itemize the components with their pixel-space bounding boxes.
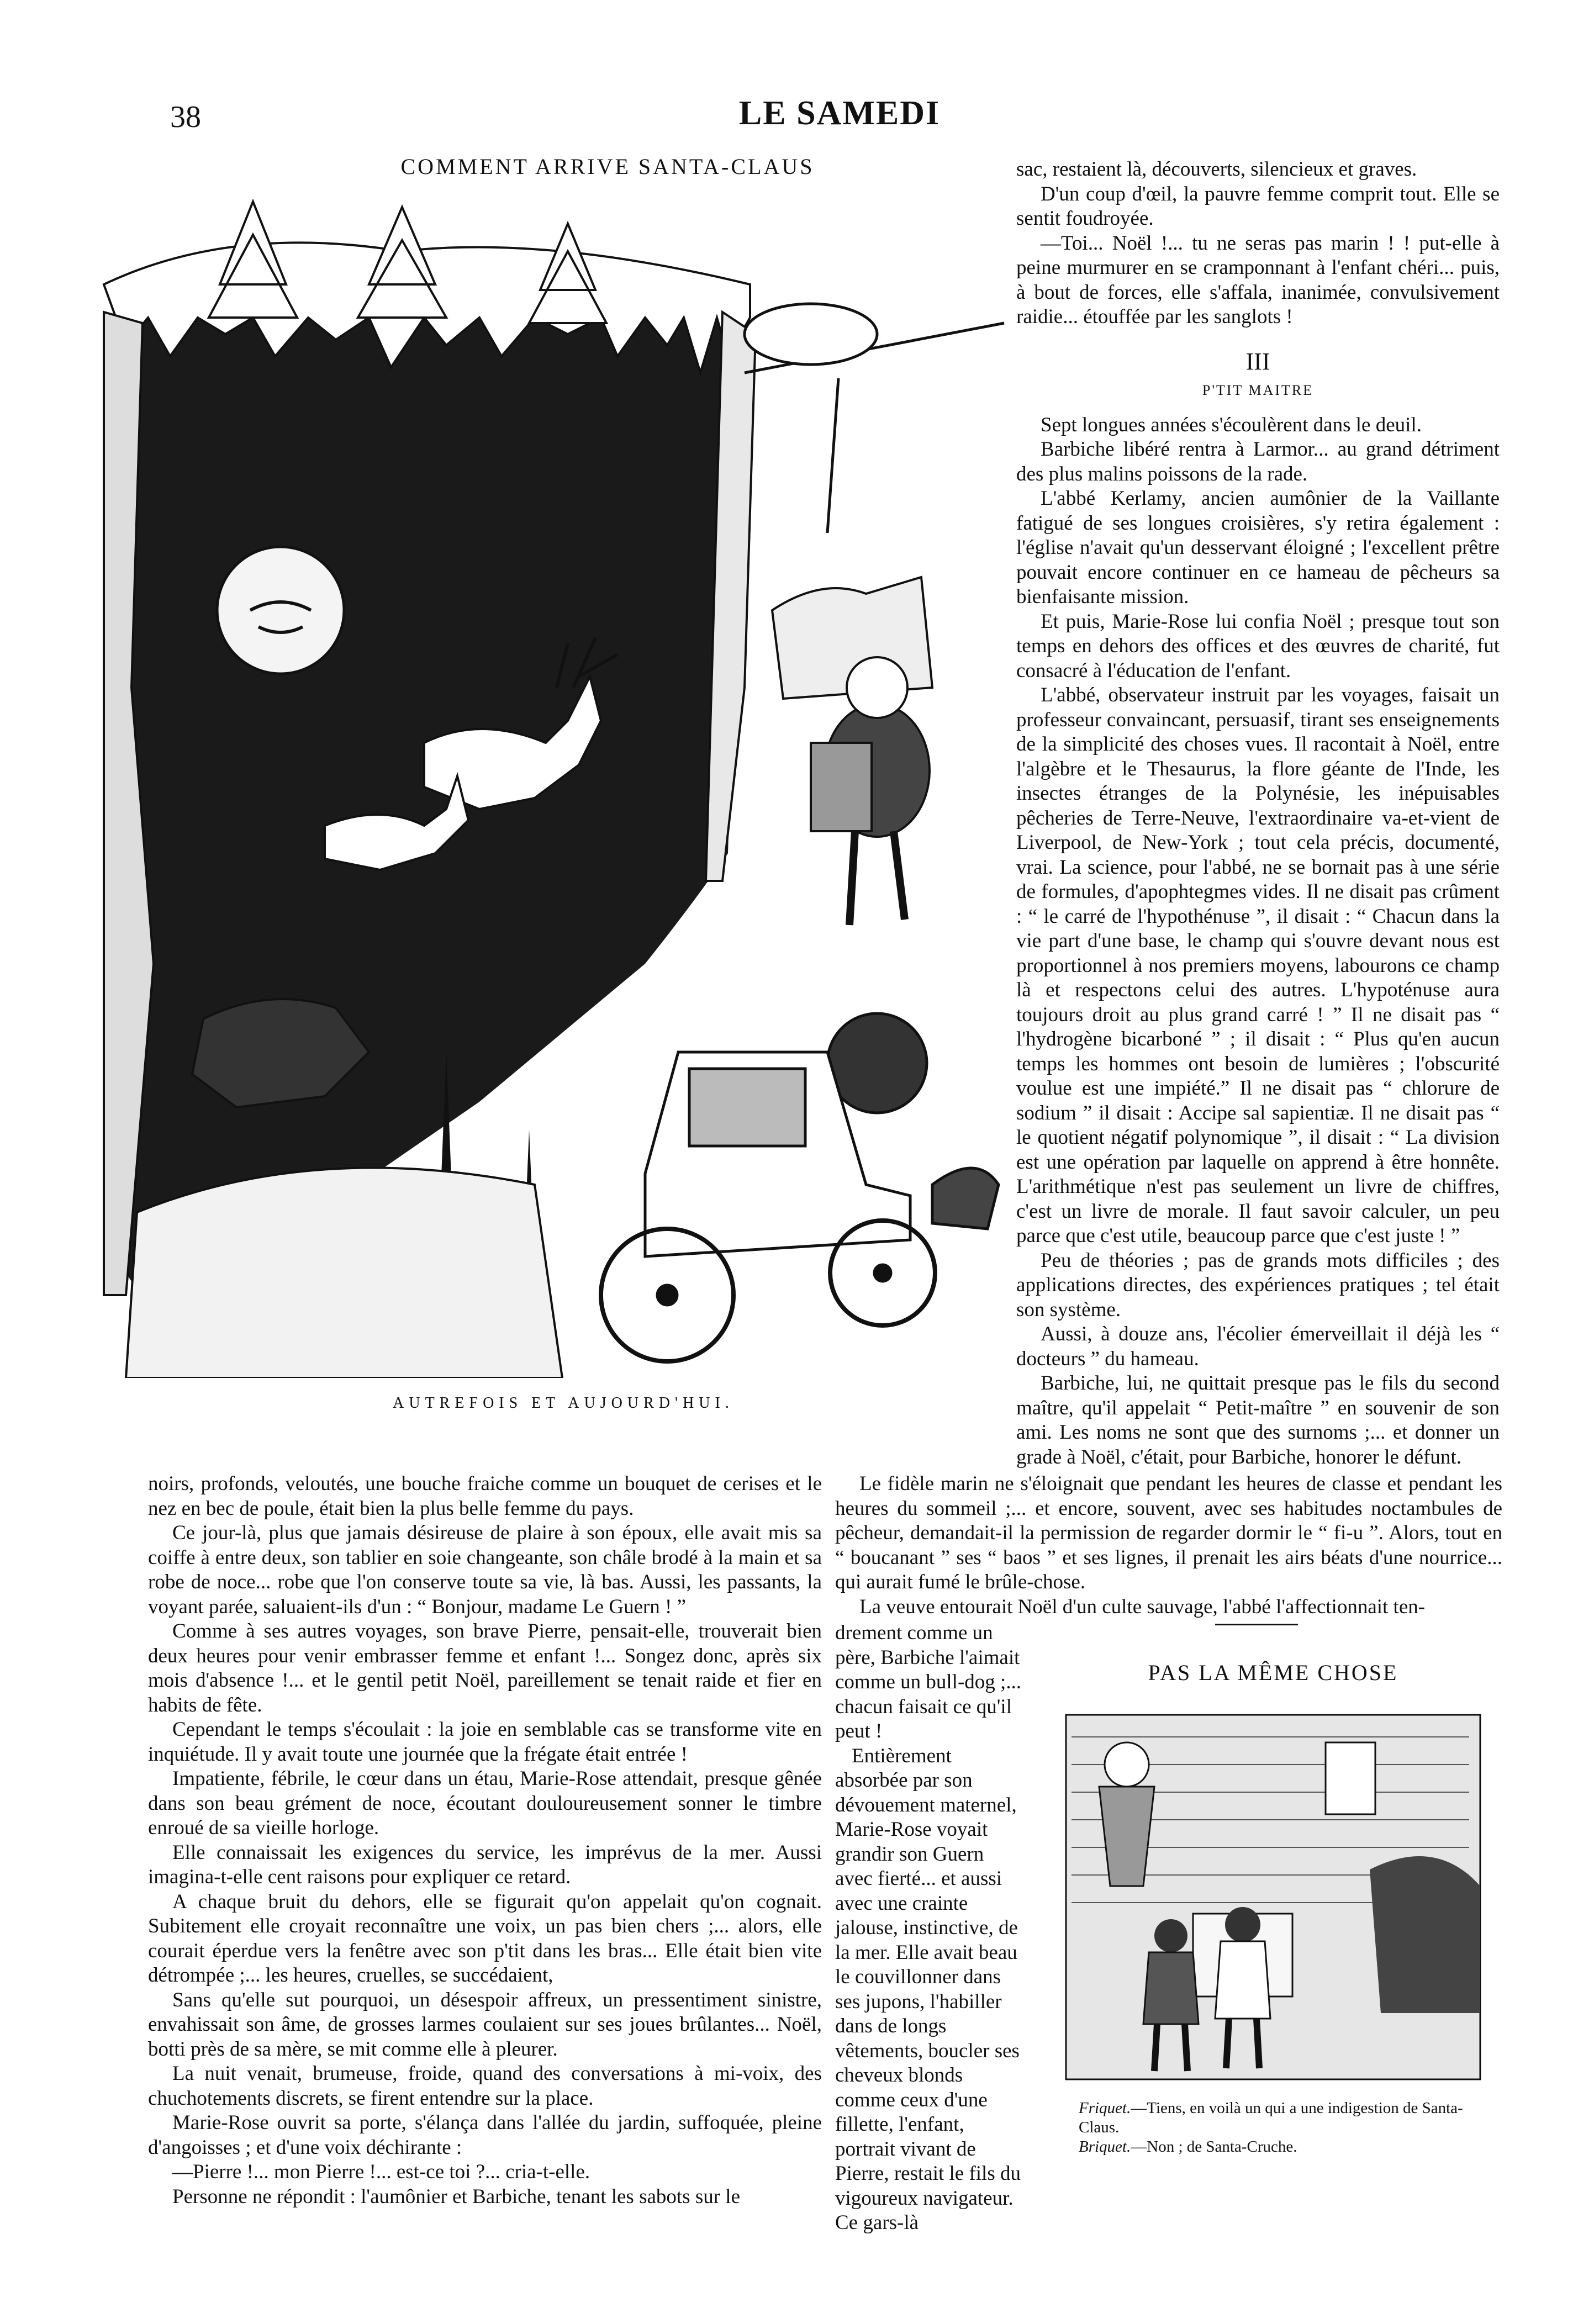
paragraph: L'abbé Kerlamy, ancien aumônier de la Vaillante fatigué de ses longues croisières, s'y retira également : l'église n'avait qu'un desservant éloigné ; l'excellent prêtre pouvait encore continuer en ce hameau de pêcheurs sa bienfaisante mission.: [1016, 487, 1500, 608]
section-title: P'TIT MAITRE: [1202, 382, 1314, 398]
santa-claus-illustration: [93, 191, 1007, 1378]
article-column-right: [1016, 157, 1500, 1470]
tree-pile: [1370, 1856, 1480, 2013]
dialogue-line: —Non ; de Santa-Cruche.: [1131, 2138, 1297, 2156]
paragraph: Sept longues années s'écoulèrent dans le deuil.: [1041, 413, 1422, 436]
window-sign: [1326, 1742, 1375, 1814]
paragraph: —Toi... Noël !... tu ne seras pas marin ! ! put-elle à peine murmurer en se cramponnant à l'enfant chéri... puis, à bout de forces, elle s'affala, inanimée, convulsivement raidie... étouffée par les sanglots !: [1016, 231, 1500, 328]
paragraph: Comme à ses autres voyages, son brave Pierre, pensait-elle, trouverait bien deux heures pour venir embrasser femme et enfant !... Songez donc, après six mois d'absence !... et le gentil petit Noël, pareillement se tenait raide et fier en habits de fête.: [148, 1620, 822, 1716]
section-number: III: [1245, 347, 1270, 375]
paragraph: noirs, profonds, veloutés, une bouche fraiche comme un bouquet de cerises et le nez en bec de poule, était bien la plus belle femme du pays.: [148, 1472, 822, 1520]
paragraph: Marie-Rose ouvrit sa porte, s'élança dans l'allée du jardin, suffoquée, pleine d'angoisses ; et d'une voix déchirante :: [148, 2111, 822, 2159]
paragraph: Elle connaissait les exigences du service, les imprévus de la mer. Aussi imagina-t-elle cent raisons pour expliquer ce retard.: [148, 1841, 822, 1888]
paragraph: Personne ne répondit : l'aumônier et Barbiche, tenant les sabots sur le: [172, 2185, 740, 2208]
paragraph: Barbiche, lui, ne quittait presque pas le fils du second maître, qu'il appelait “ Petit-maître ” en souvenir de son ami. Les noms ne sont que des surnoms ;... et donner un grade à Noël, c'était, pour Barbiche, honorer le défunt.: [1016, 1372, 1500, 1469]
paragraph: Le fidèle marin ne s'éloignait que pendant les heures de classe et pendant les heures du sommeil ;... et encore, souvent, avec ses habitudes noctambules de pêcheur, demandait-il la permission de regarder dormir le “ fi-u ”. Alors, tout en “ boucanant ” ses “ baos ” et ses lignes, il prenait les airs béats d'une nourrice... qui aurait fumé le brûle-chose.: [835, 1472, 1502, 1593]
dialogue-line: —Tiens, en voilà un qui a une indigestion de Santa-Claus.: [1079, 2099, 1463, 2136]
paragraph: Barbiche libéré rentra à Larmor... au grand détriment des plus malins poissons de la rade.: [1016, 438, 1500, 485]
paragraph: A chaque bruit du dehors, elle se figurait qu'on appelait qu'on cognait. Subitement elle croyait reconnaître une voix, un pas bien chers ;... alors, elle courait éperdue vers la fenêtre avec son p'tit dans les bras... Elle était bien vite détrompée ;... les heures, cruelles, se succédaient,: [148, 1890, 822, 1987]
masthead: LE SAMEDI: [738, 94, 941, 132]
paragraph: Ce jour-là, plus que jamais désireuse de plaire à son époux, elle avait mis sa coiffe à entre deux, son tablier en soie changeante, son châle brodé à la main et sa robe de noce... robe que l'on conserve toute sa vie, là bas. Aussi, les passants, la voyant parée, saluaient-ils d'un : “ Bonjour, madame Le Guern ! ”: [148, 1522, 822, 1618]
cartoon-caption: [1063, 2099, 1500, 2157]
paragraph: L'abbé, observateur instruit par les voyages, faisait un professeur convaincant, persuasif, tirant ses enseignements de la simplicité des choses vues. Il racontait à Noël, entre l'algèbre et le Thesaurus, la flore géante de l'Inde, les insectes étranges de la Polynésie, les inépuisables pêcheries de Terre-Neuve, l'extraordinaire va-et-vient de Liverpool, de New-York ; tout cela précis, documenté, vrai. La science, pour l'abbé, ne se bornait pas à une série de formules, d'apophtegmes vides. Il ne disait pas crûment : “ le carré de l'hypothénuse ”, il disait : “ Chacun dans la vie part d'une base, le champ qui s'ouvre devant nous est proportionnel à nos premiers moyens, labourons ce champ là et respectons celui des autres. L'hypoténuse aura toujours droit au plus grand carré ! ” Il ne disait pas “ l'hydrogène bicarboné ” ; il disait : “ Plus qu'en aucun temps les hommes ont besoin de lumières ; l'obscurité voulue est une impiété.” Il ne disait pas “ chlorure de sodium ” il disait : Accipe sal sapientiæ. Il ne disait pas “ le quotient négatif polynomique ”, il disait : “ La division est une opération par laquelle on apprend à être honnête. L'arithmétique n'est pas seulement un livre de chiffres, c'est un livre de morale. Il faut savoir calculer, un peu parce que c'est utile, beaucoup parce que c'est juste ! ”: [1016, 684, 1500, 1247]
paragraph: La nuit venait, brumeuse, froide, quand des conversations à mi-voix, des chuchotements discrets, se firent entendre sur la place.: [148, 2062, 822, 2110]
santa-poster: [1099, 1742, 1154, 1886]
paragraph: Et puis, Marie-Rose lui confia Noël ; presque tout son temps en dehors des offices et des œuvres de charité, fut consacré à l'éducation de l'enfant.: [1016, 610, 1500, 682]
paragraph: Peu de théories ; pas de grands mots difficiles ; des applications directes, des expériences pratiques ; tel était son système.: [1016, 1249, 1500, 1321]
section-divider: [1215, 1624, 1298, 1625]
paragraph: D'un coup d'œil, la pauvre femme comprit tout. Elle se sentit foudroyée.: [1016, 182, 1500, 230]
moon: [217, 547, 344, 674]
article-column-narrow: [835, 1621, 1023, 2236]
cartoon-title: PAS LA MÊME CHOSE: [1148, 1660, 1398, 1685]
illustration-title: COMMENT ARRIVE SANTA-CLAUS: [400, 154, 815, 179]
paragraph: Cependant le temps s'écoulait : la joie en semblable cas se transforme vite en inquiétude. Il y avait toute une journée que la frégate était entrée !: [148, 1718, 822, 1766]
paragraph: La veuve entourait Noël d'un culte sauvage, l'abbé l'affectionnait ten-: [859, 1595, 1426, 1618]
page-number: 38: [170, 100, 201, 134]
snowy-ground: [126, 1168, 562, 1378]
cartoon-illustration: [1060, 1704, 1486, 2090]
article-column-bottom-left: [148, 1472, 822, 2209]
caption-line-briquet: [1063, 2137, 1500, 2157]
paragraph: Impatiente, fébrile, le cœur dans un étau, Marie-Rose attendait, presque gênée dans son beau grément de noce, écoutant douloureusement sonner le timbre enroué de sa vieille horloge.: [148, 1767, 822, 1839]
paragraph: drement comme un père, Barbiche l'aimait comme un bull-dog ;... chacun faisait ce qu'il peut !: [835, 1621, 1022, 1742]
article-column-bottom-right: [835, 1472, 1502, 1619]
paragraph: sac, restaient là, découverts, silencieux et graves.: [1016, 158, 1417, 181]
paragraph: —Pierre !... mon Pierre !... est-ce toi ?... cria-t-elle.: [172, 2161, 590, 2183]
speaker-name: Briquet.: [1079, 2138, 1131, 2156]
illustration-caption: AUTREFOIS ET AUJOURD'HUI.: [393, 1395, 734, 1412]
paragraph: Sans qu'elle sut pourquoi, un désespoir affreux, un pressentiment sinistre, envahissait son âme, de grosses larmes coulaient sur ses joues brûlantes... Noël, botti près de sa mère, se mit comme elle à pleurer.: [148, 1988, 822, 2061]
caption-line-friquet: [1063, 2099, 1500, 2137]
paragraph: Aussi, à douze ans, l'écolier émerveillait il déjà les “ docteurs ” du hameau.: [1016, 1323, 1500, 1370]
paragraph: Entièrement absorbée par son dévouement maternel, Marie-Rose voyait grandir son Guern avec fierté... et aussi avec une crainte jalouse, instinctive, de la mer. Elle avait beau le couvillonner dans ses jupons, l'habiller dans de longs vêtements, boucler ses cheveux blonds comme ceux d'une fillette, l'enfant, portrait vivant de Pierre, restait le fils du vigoureux navigateur. Ce gars-là: [835, 1744, 1021, 2234]
speaker-name: Friquet.: [1079, 2099, 1131, 2117]
